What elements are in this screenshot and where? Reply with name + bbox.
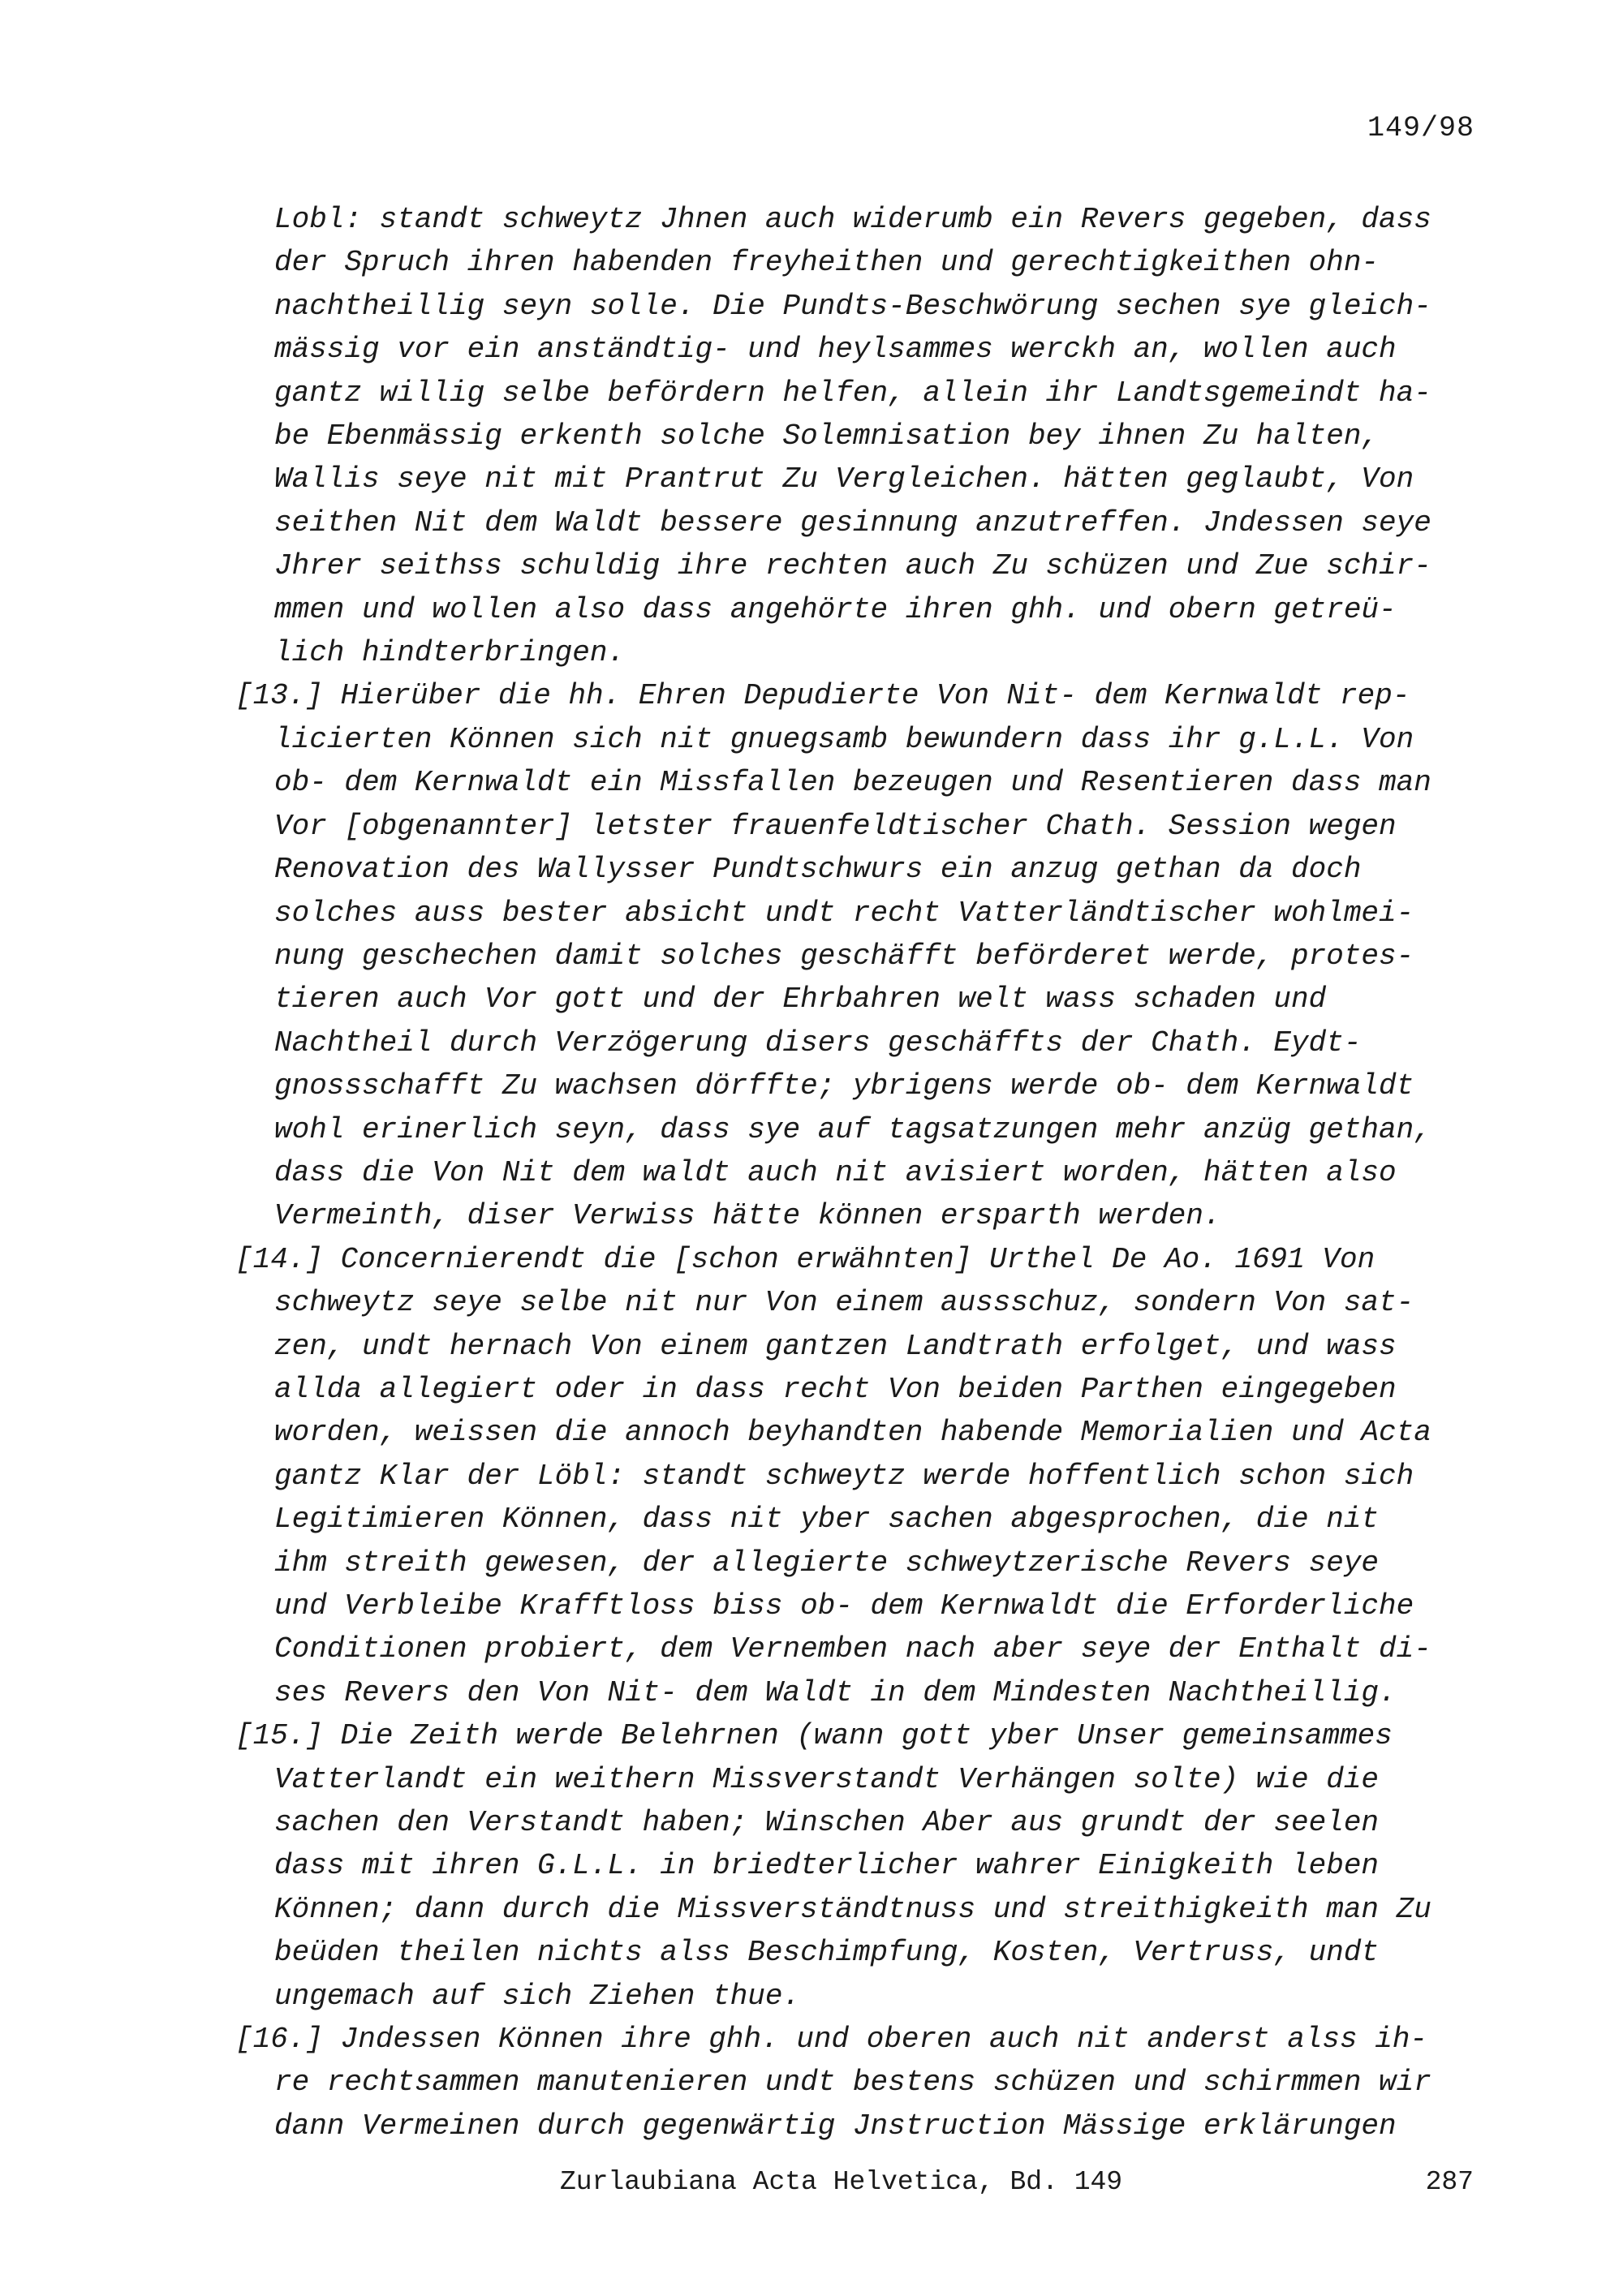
paragraph-16-start: [16.] Jndessen Können ihre ghh. und oberen auch nit anderst alss ih- (235, 2023, 1428, 2057)
text-line: allda allegiert oder in dass recht Von beiden Parthen eingegeben (274, 1372, 1397, 1406)
text-line: dass mit ihren G.L.L. in briedterlicher wahrer Einigkeith leben (274, 1849, 1380, 1883)
text-line: ses Revers den Von Nit- dem Waldt in dem Mindesten Nachtheillig. (274, 1675, 1397, 1709)
text-line: gnossschafft Zu wachsen dörffte; ybrigens werde ob- dem Kernwaldt (274, 1069, 1414, 1103)
paragraph-14-start: [14.] Concernierendt die [schon erwähnten] Urthel De Ao. 1691 Von (235, 1242, 1375, 1276)
text-line: Wallis seye nit mit Prantrut Zu Vergleichen. hätten geglaubt, Von (274, 462, 1414, 497)
text-line: tieren auch Vor gott und der Ehrbahren welt wass schaden und (274, 982, 1327, 1017)
document-body (235, 198, 1485, 2148)
text-line: ihm streith gewesen, der allegierte schweytzerische Revers seye (274, 1546, 1380, 1580)
text-line: worden, weissen die annoch beyhandten habende Memorialien und Acta (274, 1416, 1431, 1450)
text-line: Jhrer seithss schuldig ihre rechten auch Zu schüzen und Zue schir- (274, 549, 1431, 583)
text-line: re rechtsammen manutenieren undt bestens schüzen und schirmmen wir (274, 2066, 1431, 2100)
text-line: und Verbleibe Krafftloss biss ob- dem Kernwaldt die Erforderliche (274, 1589, 1414, 1623)
text-line: Nachtheil durch Verzögerung disers geschäffts der Chath. Eydt- (274, 1025, 1362, 1060)
text-line: Conditionen probiert, dem Vernemben nach aber seye der Enthalt di- (274, 1632, 1431, 1666)
text-line: dann Vermeinen durch gegenwärtig Jnstruction Mässige erklärungen (274, 2109, 1397, 2143)
text-line: sachen den Verstandt haben; Winschen Aber aus grundt der seelen (274, 1806, 1380, 1840)
text-line: Vor [obgenannter] letster frauenfeldtischer Chath. Session wegen (274, 809, 1397, 843)
text-line: zen, undt hernach Von einem gantzen Landtrath erfolget, und wass (274, 1329, 1397, 1363)
page-reference: 149/98 (1367, 112, 1474, 144)
text-line: licierten Können sich nit gnuegsamb bewundern dass ihr g.L.L. Von (274, 722, 1414, 756)
text-line: wohl erinerlich seyn, dass sye auf tagsatzungen mehr anzüg gethan, (274, 1112, 1431, 1146)
text-line: seithen Nit dem Waldt bessere gesinnung anzutreffen. Jndessen seye (274, 505, 1431, 540)
text-line: nung geschechen damit solches geschäfft beförderet werde, protes- (274, 939, 1414, 973)
text-line: Lobl: standt schweytz Jhnen auch widerumb ein Revers gegeben, dass (274, 203, 1431, 236)
text-line: gantz Klar der Löbl: standt schweytz werde hoffentlich schon sich (274, 1459, 1414, 1493)
text-line: be Ebenmässig erkenth solche Solemnisation bey ihnen Zu halten, (274, 419, 1380, 454)
paragraph-13-start: [13.] Hierüber die hh. Ehren Depudierte Von Nit- dem Kernwaldt rep- (235, 679, 1410, 713)
text-line: gantz willig selbe befördern helfen, allein ihr Landtsgemeindt ha- (274, 376, 1431, 410)
text-line: Vatterlandt ein weithern Missverstandt Verhängen solte) wie die (274, 1762, 1380, 1796)
text-line: ungemach auf sich Ziehen thue. (274, 1979, 801, 2013)
text-line: Legitimieren Können, dass nit yber sachen abgesprochen, die nit (274, 1503, 1380, 1537)
text-line: schweytz seye selbe nit nur Von einem aussschuz, sondern Von sat- (274, 1286, 1414, 1320)
text-line: Renovation des Wallysser Pundtschwurs ein anzug gethan da doch (274, 853, 1362, 887)
paragraph-15-start: [15.] Die Zeith werde Belehrnen (wann gott yber Unser gemeinsammes (235, 1719, 1393, 1753)
text-line: nachtheillig seyn solle. Die Pundts-Beschwörung sechen sye gleich- (274, 289, 1431, 323)
text-line: lich hindterbringen. (274, 636, 626, 670)
text-line: beüden theilen nichts alss Beschimpfung, Kosten, Vertruss, undt (274, 1936, 1380, 1970)
text-line: dass die Von Nit dem waldt auch nit avisiert worden, hätten also (274, 1155, 1397, 1189)
text-line: Können; dann durch die Missverständtnuss und streithigkeith man Zu (274, 1892, 1431, 1926)
text-line: mmen und wollen also dass angehörte ihren ghh. und obern getreü- (274, 592, 1397, 626)
text-line: Vermeinth, diser Verwiss hätte können ersparth werden. (274, 1199, 1221, 1233)
footer-page-number: 287 (1425, 2167, 1474, 2197)
text-line: solches auss bester absicht undt recht Vatterländtischer wohlmei- (274, 896, 1414, 930)
publication-title: Zurlaubiana Acta Helvetica, Bd. 149 (560, 2167, 1123, 2197)
text-line: mässig vor ein anständtig- und heylsammes werckh an, wollen auch (274, 333, 1397, 367)
text-line: der Spruch ihren habenden freyheithen und gerechtigkeithen ohn- (274, 246, 1380, 280)
text-line: ob- dem Kernwaldt ein Missfallen bezeugen und Resentieren dass man (274, 766, 1431, 800)
